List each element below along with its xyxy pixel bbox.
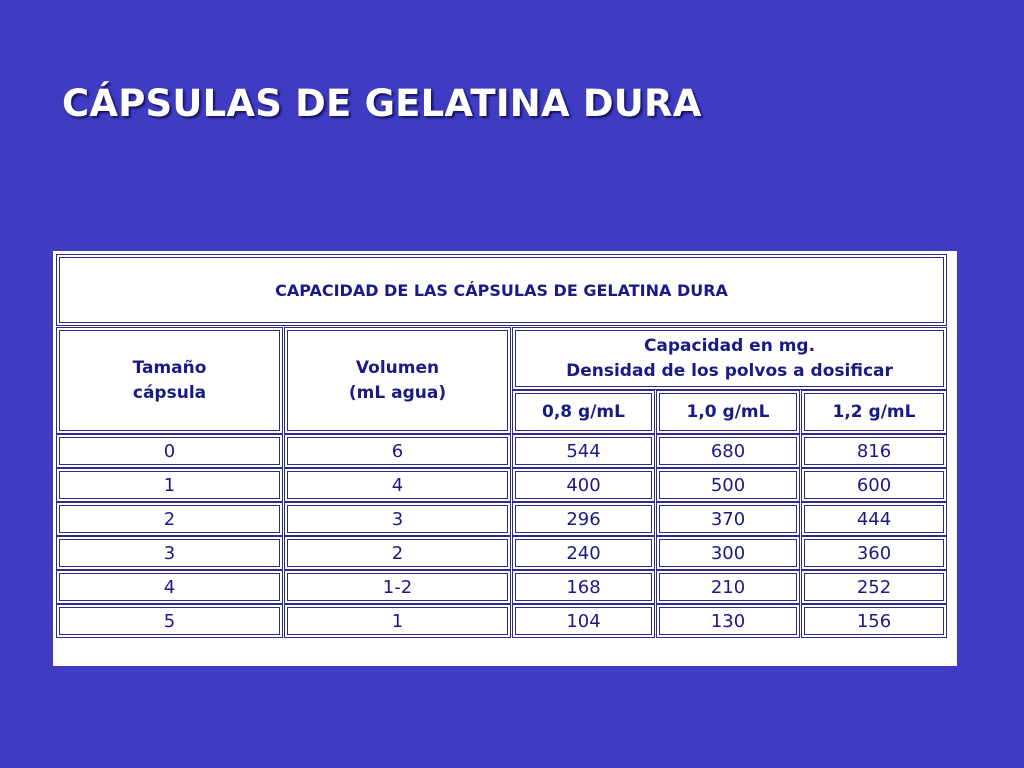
cell-size: 5 <box>59 607 280 635</box>
header-density-0-8: 0,8 g/mL <box>515 393 652 431</box>
capacity-table <box>53 251 957 666</box>
header-volume <box>287 330 508 431</box>
cell-volume: 6 <box>287 437 508 465</box>
cell-volume: 2 <box>287 539 508 567</box>
header-volume-line2: (mL agua) <box>348 382 447 403</box>
cell-capacity-0-8: 168 <box>515 573 652 601</box>
header-size <box>59 330 280 431</box>
cell-volume: 1-2 <box>287 573 508 601</box>
cell-volume: 3 <box>287 505 508 533</box>
cell-capacity-1-0: 680 <box>659 437 797 465</box>
cell-size: 1 <box>59 471 280 499</box>
header-capacity-line2: Densidad de los polvos a dosificar <box>566 360 893 381</box>
header-volume-line1: Volumen <box>355 357 440 378</box>
header-size-line1: Tamaño <box>132 357 207 378</box>
cell-capacity-1-0: 500 <box>659 471 797 499</box>
slide-title: CÁPSULAS DE GELATINA DURA <box>62 82 702 125</box>
cell-capacity-1-0: 210 <box>659 573 797 601</box>
cell-size: 3 <box>59 539 280 567</box>
cell-capacity-0-8: 104 <box>515 607 652 635</box>
cell-volume: 1 <box>287 607 508 635</box>
cell-capacity-1-0: 130 <box>659 607 797 635</box>
table-caption: CAPACIDAD DE LAS CÁPSULAS DE GELATINA DURA <box>59 257 944 323</box>
cell-capacity-1-2: 156 <box>804 607 944 635</box>
cell-capacity-1-0: 300 <box>659 539 797 567</box>
cell-capacity-0-8: 400 <box>515 471 652 499</box>
header-density-1-2: 1,2 g/mL <box>804 393 944 431</box>
header-size-line2: cápsula <box>132 382 207 403</box>
cell-capacity-0-8: 544 <box>515 437 652 465</box>
cell-size: 0 <box>59 437 280 465</box>
header-capacity <box>515 330 944 387</box>
cell-capacity-1-2: 360 <box>804 539 944 567</box>
header-density-1-0: 1,0 g/mL <box>659 393 797 431</box>
cell-capacity-1-0: 370 <box>659 505 797 533</box>
header-capacity-line1: Capacidad en mg. <box>643 335 816 356</box>
cell-volume: 4 <box>287 471 508 499</box>
cell-capacity-0-8: 296 <box>515 505 652 533</box>
cell-capacity-1-2: 252 <box>804 573 944 601</box>
cell-capacity-1-2: 600 <box>804 471 944 499</box>
cell-size: 4 <box>59 573 280 601</box>
cell-capacity-1-2: 444 <box>804 505 944 533</box>
cell-capacity-1-2: 816 <box>804 437 944 465</box>
cell-capacity-0-8: 240 <box>515 539 652 567</box>
cell-size: 2 <box>59 505 280 533</box>
